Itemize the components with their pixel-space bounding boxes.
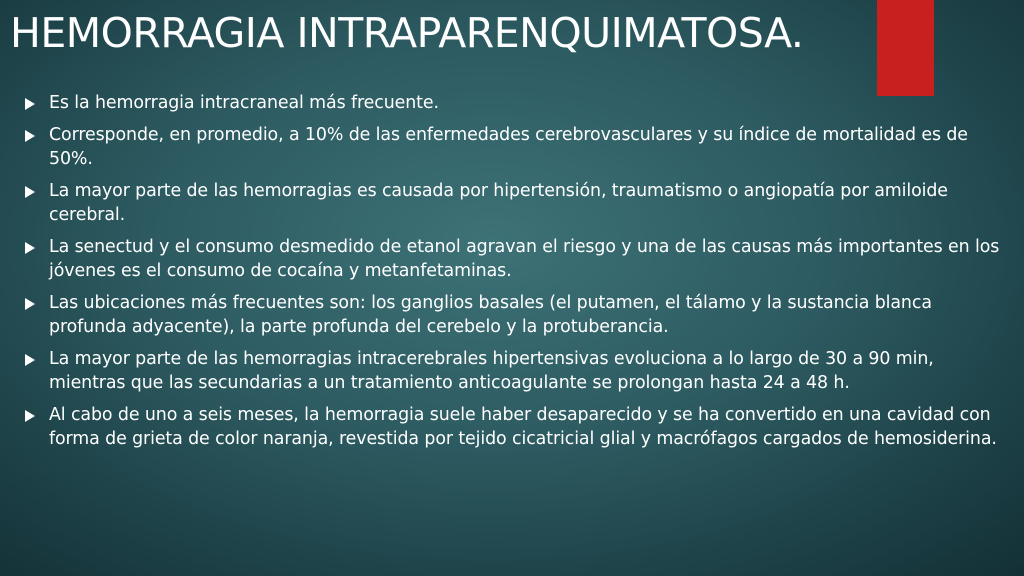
bullet-item [22,123,1012,171]
bullet-list [22,91,1012,459]
triangle-right-icon [25,298,35,310]
triangle-right-icon [25,98,35,110]
slide-title: HEMORRAGIA INTRAPARENQUIMATOSA. [10,9,804,57]
bullet-text: Es la hemorragia intracraneal más frecuente. [49,93,439,113]
bullet-item [22,179,1012,227]
triangle-right-icon [25,186,35,198]
bullet-item [22,347,1012,395]
triangle-right-icon [25,354,35,366]
bullet-item [22,403,1012,451]
triangle-right-icon [25,410,35,422]
bullet-text: Corresponde, en promedio, a 10% de las enfermedades cerebrovasculares y su índice de mortalidad es de 50%. [49,125,968,169]
triangle-right-icon [25,130,35,142]
bullet-item [22,91,1012,115]
bullet-item [22,291,1012,339]
bullet-item [22,235,1012,283]
bullet-text: La mayor parte de las hemorragias es causada por hipertensión, traumatismo o angiopatía por amiloide cerebral. [49,181,948,225]
accent-bar [877,0,934,96]
triangle-right-icon [25,242,35,254]
bullet-text: Las ubicaciones más frecuentes son: los ganglios basales (el putamen, el tálamo y la sustancia blanca profunda adyacente), la parte profunda del cerebelo y la protuberancia. [49,293,932,337]
bullet-text: La senectud y el consumo desmedido de etanol agravan el riesgo y una de las causas más importantes en los jóvenes es el consumo de cocaína y metanfetaminas. [49,237,1000,281]
bullet-text: La mayor parte de las hemorragias intracerebrales hipertensivas evoluciona a lo largo de 30 a 90 min, mientras que las secundarias a un tratamiento anticoagulante se prolongan hasta 24 a 48 h. [49,349,934,393]
bullet-text: Al cabo de uno a seis meses, la hemorragia suele haber desaparecido y se ha convertido en una cavidad con forma de grieta de color naranja, revestida por tejido cicatricial glial y macrófagos cargados de hemosiderina. [49,405,997,449]
